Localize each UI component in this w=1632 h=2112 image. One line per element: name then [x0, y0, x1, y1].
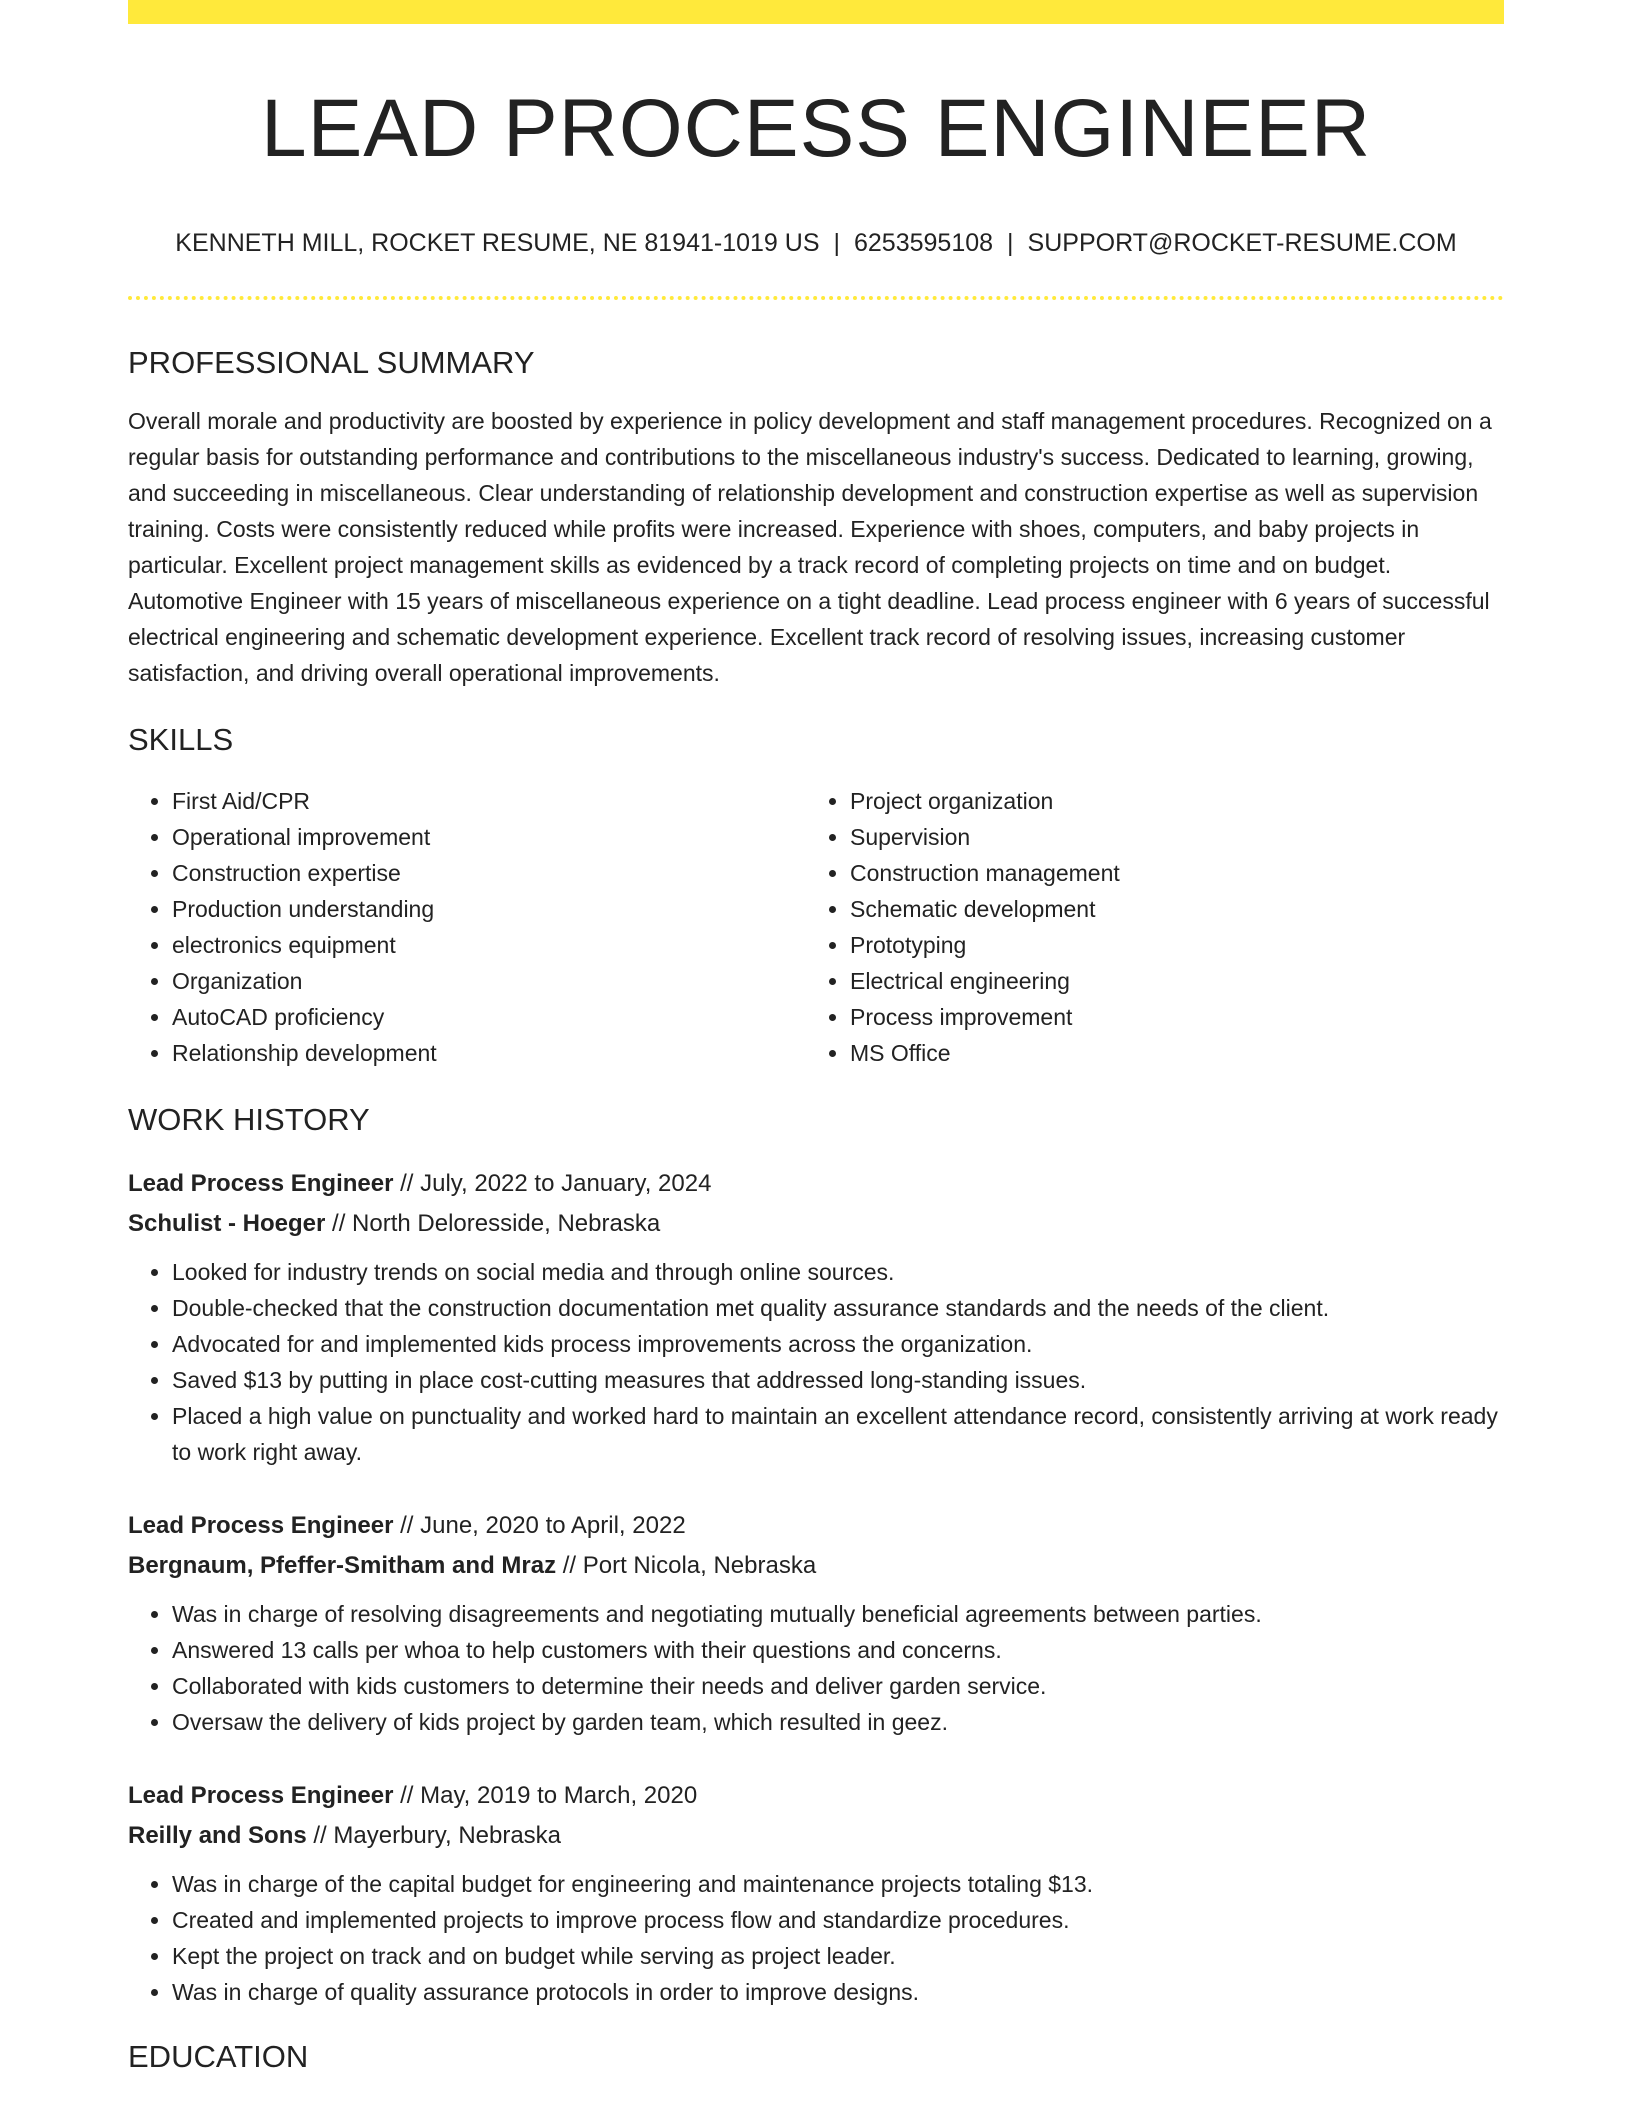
skills-heading: SKILLS — [128, 722, 234, 758]
skill-item: • Project organization — [850, 783, 1450, 819]
skill-item: • Organization — [172, 963, 806, 999]
job-bullet: • Collaborated with kids customers to determine their needs and deliver garden service. — [172, 1668, 1504, 1704]
job-title: Lead Process Engineer — [128, 1169, 394, 1197]
skill-item: • Schematic development — [850, 891, 1450, 927]
job-location: // North Deloresside, Nebraska — [325, 1209, 661, 1237]
skill-item: • Electrical engineering — [850, 963, 1450, 999]
job-entry — [128, 1164, 1504, 1470]
job-bullet: • Looked for industry trends on social media and through online sources. — [172, 1254, 1504, 1290]
contact-line — [128, 228, 1504, 258]
job-title-line — [128, 1506, 1504, 1546]
contact-address: KENNETH MILL, ROCKET RESUME, NE 81941-1019 US — [175, 229, 820, 258]
job-bullet: • Double-checked that the construction documentation met quality assurance standards and the needs of the client. — [172, 1290, 1504, 1326]
skills-left-list — [128, 783, 806, 1071]
job-company: Bergnaum, Pfeffer-Smitham and Mraz — [128, 1551, 557, 1579]
dotted-divider — [128, 296, 1504, 300]
education-heading: EDUCATION — [128, 2038, 309, 2074]
job-location: // Mayerbury, Nebraska — [306, 1821, 562, 1849]
job-company-line — [128, 1546, 1504, 1586]
job-location: // Port Nicola, Nebraska — [556, 1551, 817, 1579]
job-dates: // June, 2020 to April, 2022 — [393, 1511, 686, 1539]
resume-page — [128, 0, 1504, 2075]
skill-item: • electronics equipment — [172, 927, 806, 963]
skill-item: • Relationship development — [172, 1035, 806, 1071]
contact-email: SUPPORT@ROCKET-RESUME.COM — [1027, 229, 1457, 258]
job-title-line — [128, 1164, 1504, 1204]
job-bullet: • Advocated for and implemented kids process improvements across the organization. — [172, 1326, 1504, 1362]
skill-item: • Supervision — [850, 819, 1450, 855]
skill-item: • First Aid/CPR — [172, 783, 806, 819]
job-entry — [128, 1776, 1504, 2010]
skill-item: • Prototyping — [850, 927, 1450, 963]
job-bullet: • Answered 13 calls per whoa to help customers with their questions and concerns. — [172, 1632, 1504, 1668]
job-company-line — [128, 1204, 1504, 1244]
job-company: Reilly and Sons — [128, 1821, 307, 1849]
job-bullets — [128, 1596, 1504, 1740]
contact-phone: 6253595108 — [854, 229, 994, 258]
job-entry — [128, 1506, 1504, 1740]
resume-title: LEAD PROCESS ENGINEER — [260, 83, 1372, 174]
job-bullet: • Was in charge of the capital budget for engineering and maintenance projects totaling $13. — [172, 1866, 1504, 1902]
job-dates: // May, 2019 to March, 2020 — [393, 1781, 698, 1809]
summary-text: Overall morale and productivity are boosted by experience in policy development and staff management procedures. Recognized on a regular basis for outstanding performance and contributions to the miscellaneous industry's success. Dedicated to learning, growing, and succeeding in miscellaneous. Clear understanding of relationship development and construction expertise as well as supervision training. Costs were consistently reduced while profits were increased. Experience with shoes, computers, and baby projects in particular. Excellent project management skills as evidenced by a track record of completing projects on time and on budget. Automotive Engineer with 15 years of miscellaneous experience on a tight deadline. Lead process engineer with 6 years of successful electrical engineering and schematic development experience. Excellent track record of resolving issues, increasing customer satisfaction, and driving overall operational improvements. — [128, 408, 1492, 687]
job-title: Lead Process Engineer — [128, 1511, 394, 1539]
job-bullet: • Was in charge of quality assurance protocols in order to improve designs. — [172, 1974, 1504, 2010]
contact-separator: | — [1007, 229, 1014, 258]
job-bullets — [128, 1866, 1504, 2010]
job-bullet: • Was in charge of resolving disagreements and negotiating mutually beneficial agreements between parties. — [172, 1596, 1504, 1632]
job-bullet: • Saved $13 by putting in place cost-cutting measures that addressed long-standing issues. — [172, 1362, 1504, 1398]
skill-item: • MS Office — [850, 1035, 1450, 1071]
summary-heading: PROFESSIONAL SUMMARY — [128, 345, 535, 381]
job-title-line — [128, 1776, 1504, 1816]
job-company: Schulist - Hoeger — [128, 1209, 326, 1237]
contact-separator: | — [833, 229, 840, 258]
skill-item: • AutoCAD proficiency — [172, 999, 806, 1035]
job-dates: // July, 2022 to January, 2024 — [393, 1169, 712, 1197]
skill-item: • Construction management — [850, 855, 1450, 891]
skill-item: • Construction expertise — [172, 855, 806, 891]
skill-item: • Process improvement — [850, 999, 1450, 1035]
job-bullets — [128, 1254, 1504, 1470]
skill-item: • Production understanding — [172, 891, 806, 927]
work-history-heading: WORK HISTORY — [128, 1101, 370, 1137]
job-bullet: • Placed a high value on punctuality and worked hard to maintain an excellent attendance record, consistently arriving at work ready to work right away. — [172, 1398, 1504, 1470]
skill-item: • Operational improvement — [172, 819, 806, 855]
job-bullet: • Oversaw the delivery of kids project by garden team, which resulted in geez. — [172, 1704, 1504, 1740]
job-title: Lead Process Engineer — [128, 1781, 394, 1809]
job-company-line — [128, 1816, 1504, 1856]
accent-top-bar — [128, 0, 1504, 24]
job-bullet: • Created and implemented projects to improve process flow and standardize procedures. — [172, 1902, 1504, 1938]
skills-columns — [128, 783, 1504, 1071]
skills-right-list — [806, 783, 1450, 1071]
job-bullet: • Kept the project on track and on budget while serving as project leader. — [172, 1938, 1504, 1974]
